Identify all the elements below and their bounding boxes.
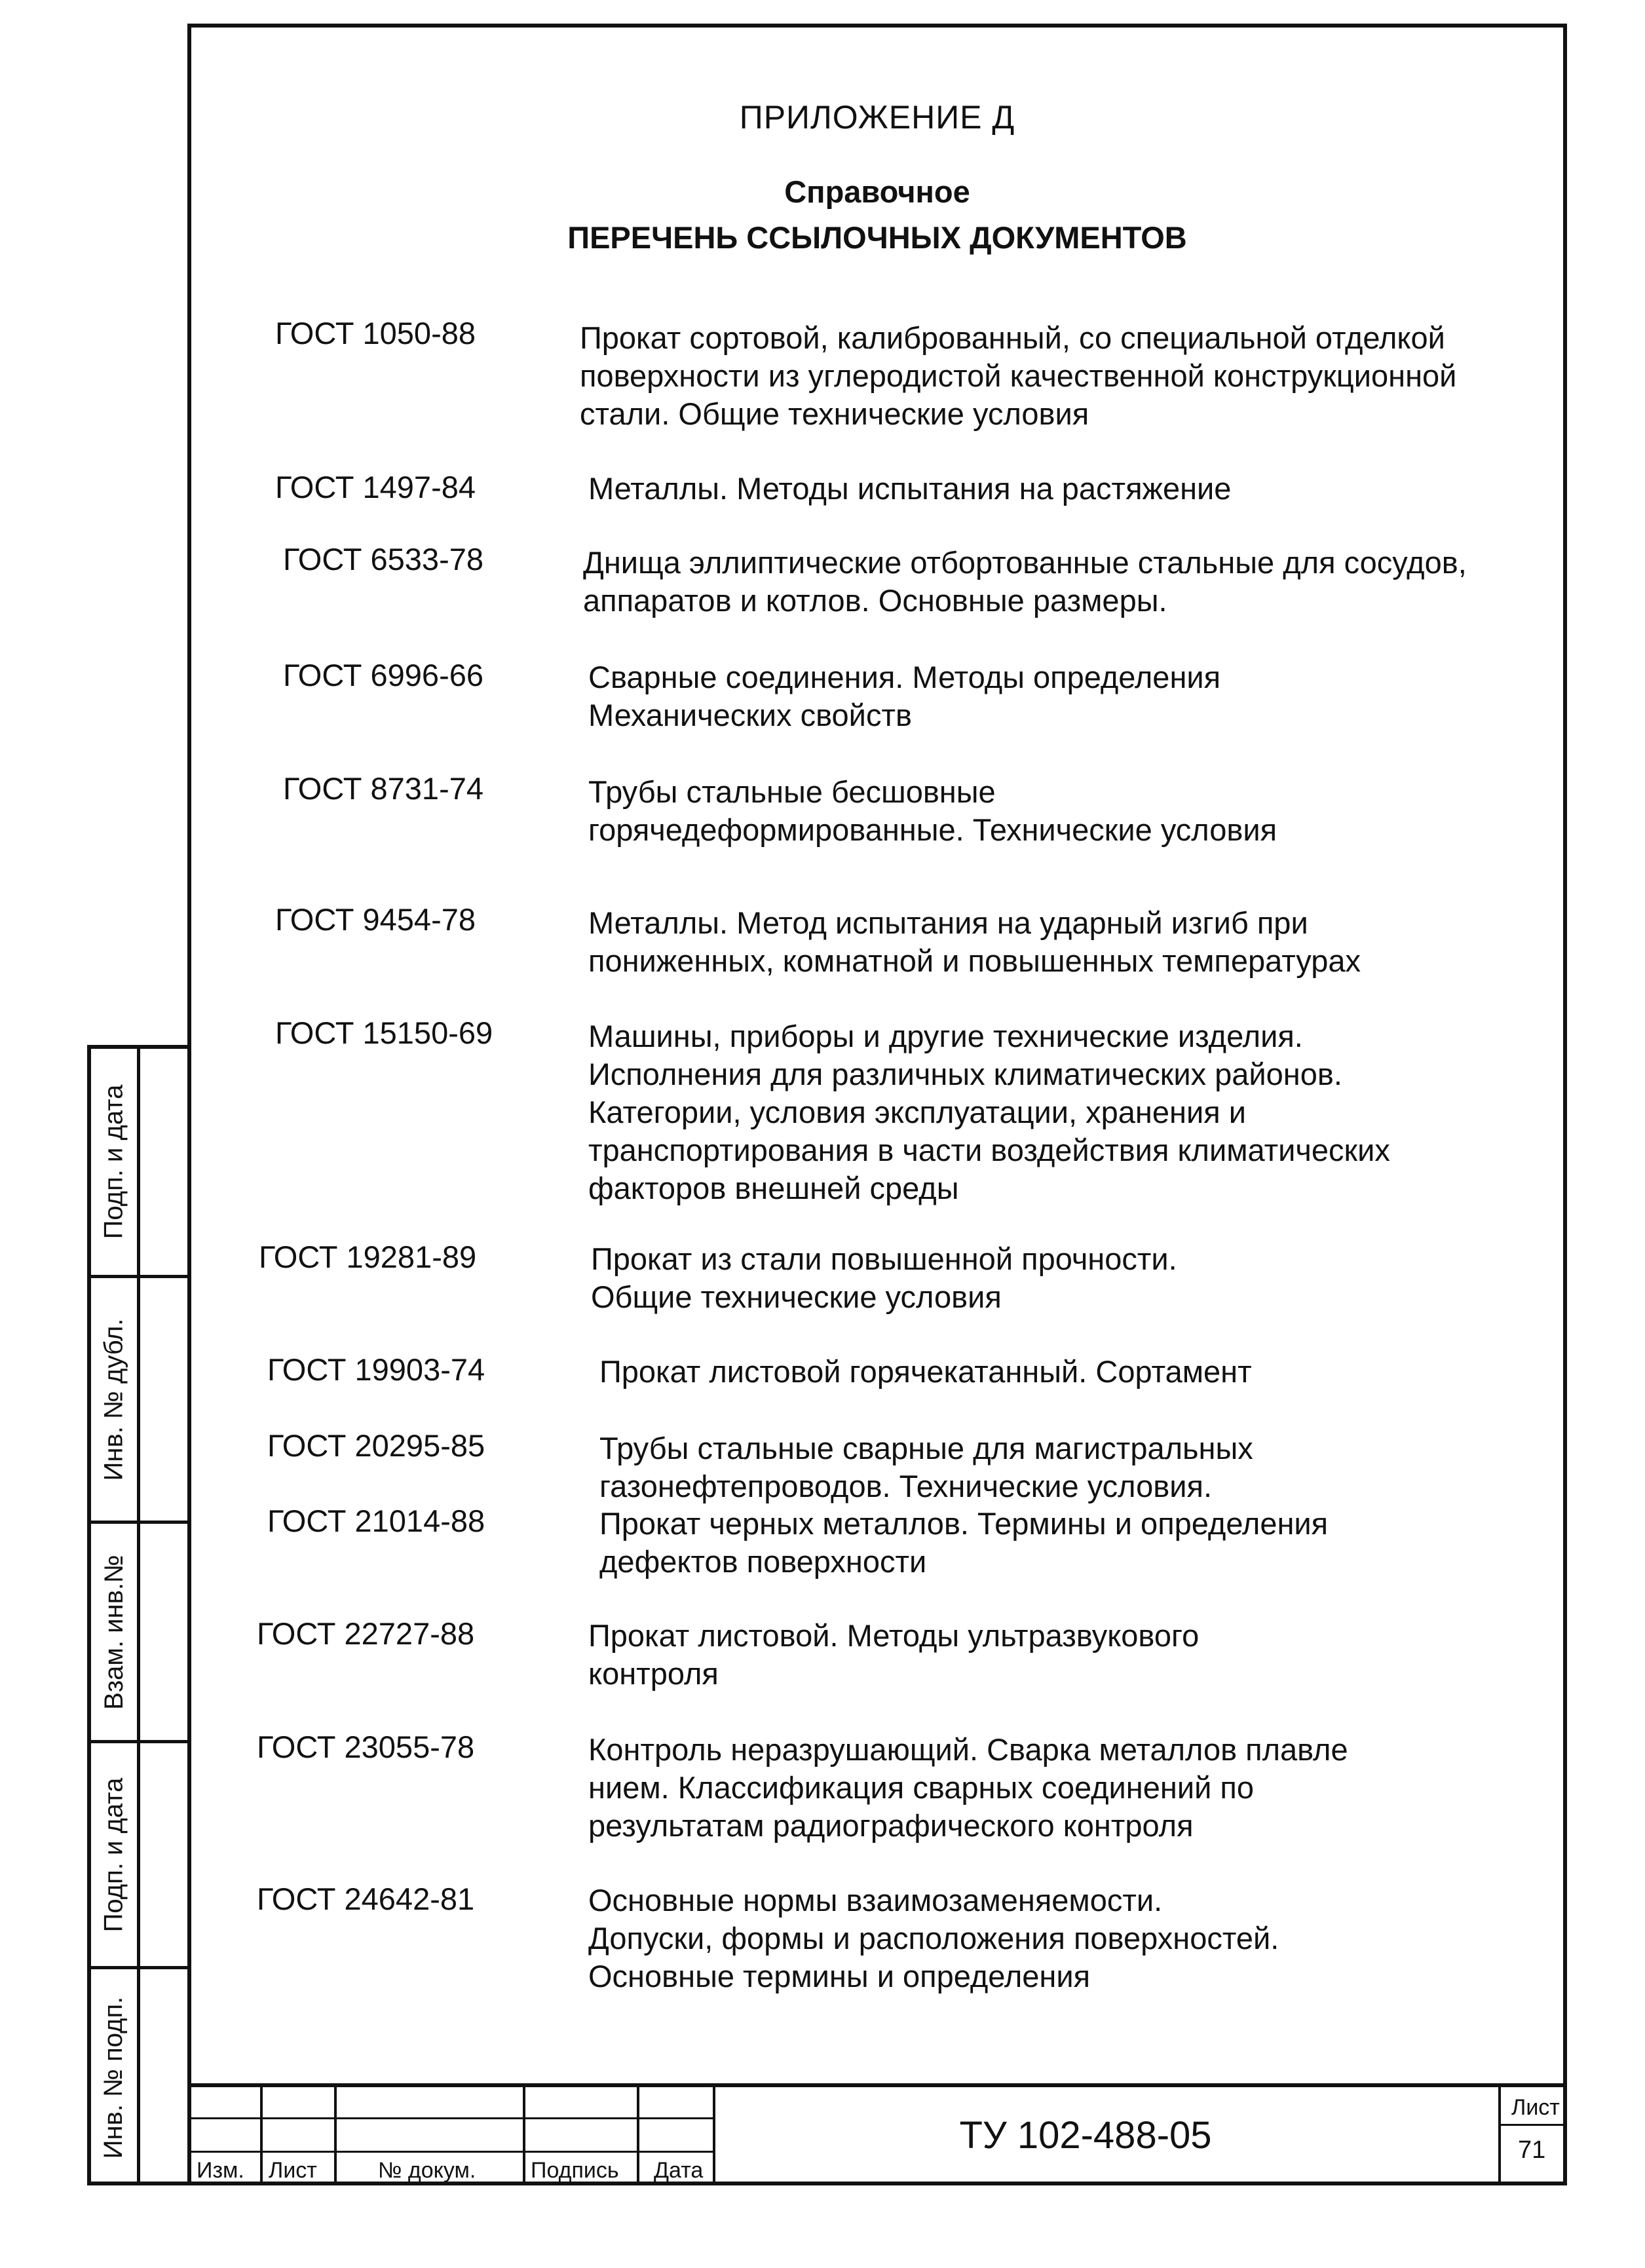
- side-stamp: [87, 1045, 191, 2185]
- gost-code: ГОСТ 1050-88: [275, 316, 476, 350]
- gost-code: ГОСТ 24642-81: [257, 1881, 475, 1916]
- gost-code: ГОСТ 8731-74: [283, 771, 484, 806]
- gost-description: Прокат сортовой, калиброванный, со специальной отделкой поверхности из углеродистой качественной конструкционной стали. Общие технические условия: [580, 320, 1457, 431]
- gost-description: Прокат листовой. Методы ультразвукового контроля: [588, 1618, 1200, 1691]
- gost-description: Металлы. Метод испытания на ударный изгиб при пониженных, комнатной и повышенных температурах: [588, 905, 1361, 978]
- appendix-type: Справочное: [784, 174, 970, 209]
- stamp-label-signature: Подпись: [531, 2158, 619, 2183]
- gost-code: ГОСТ 9454-78: [275, 902, 476, 937]
- stamp-row-line: [1498, 2124, 1563, 2126]
- stamp-divider: [334, 2087, 337, 2185]
- gost-code: ГОСТ 1497-84: [275, 470, 476, 504]
- side-label-sign-date-2: Подп. и дата: [99, 1777, 128, 1932]
- sheet-number: 71: [1518, 2136, 1546, 2164]
- stamp-divider: [637, 2087, 639, 2185]
- gost-code: ГОСТ 6996-66: [283, 658, 484, 692]
- appendix-heading: ПРИЛОЖЕНИЕ Д: [739, 99, 1015, 136]
- stamp-label-change: Изм.: [197, 2158, 244, 2183]
- side-label-replace-inv: Взам. инв.№: [99, 1554, 128, 1710]
- side-stamp-divider: [137, 1049, 140, 2182]
- gost-description: Прокат листовой горячекатанный. Сортамент: [599, 1354, 1252, 1389]
- gost-code: ГОСТ 19281-89: [259, 1239, 477, 1274]
- gost-description: Трубы стальные сварные для магистральных газонефтепроводов. Технические условия.: [599, 1431, 1253, 1503]
- gost-code: ГОСТ 6533-78: [283, 542, 484, 576]
- page-title: ПЕРЕЧЕНЬ ССЫЛОЧНЫХ ДОКУМЕНТОВ: [567, 220, 1187, 255]
- gost-code: ГОСТ 15150-69: [275, 1015, 493, 1050]
- gost-description: Металлы. Методы испытания на растяжение: [588, 471, 1232, 506]
- gost-code: ГОСТ 20295-85: [267, 1428, 485, 1463]
- stamp-label-sheet: Лист: [269, 2158, 317, 2183]
- stamp-divider: [523, 2087, 525, 2185]
- gost-description: Прокат из стали повышенной прочности. Общие технические условия: [591, 1241, 1177, 1314]
- gost-description: Сварные соединения. Методы определения Механических свойств: [588, 660, 1221, 732]
- side-label-orig-inv: Инв. № подп.: [99, 1996, 128, 2159]
- gost-description: Трубы стальные бесшовные горячедеформированные. Технические условия: [588, 774, 1277, 847]
- side-label-dup-inv: Инв. № дубл.: [99, 1318, 128, 1481]
- title-block: [191, 2083, 1563, 2185]
- stamp-row-line: [191, 2117, 715, 2119]
- stamp-label-date: Дата: [654, 2158, 704, 2183]
- sheet-label: Лист: [1511, 2095, 1560, 2120]
- stamp-row-line: [191, 2151, 715, 2153]
- gost-description: Машины, приборы и другие технические изделия. Исполнения для различных климатических районов. Категории, условия эксплуатации, хранения и транспортирования в части воздействия климатических факторов внешней среды: [588, 1019, 1390, 1205]
- gost-code: ГОСТ 23055-78: [257, 1729, 475, 1764]
- gost-code: ГОСТ 22727-88: [257, 1616, 475, 1651]
- stamp-divider: [1498, 2087, 1501, 2185]
- stamp-divider: [260, 2087, 263, 2185]
- gost-description: Прокат черных металлов. Термины и определения дефектов поверхности: [599, 1506, 1329, 1579]
- side-label-sign-date-1: Подп. и дата: [99, 1084, 128, 1239]
- gost-description: Контроль неразрушающий. Сварка металлов плавле нием. Классификация сварных соединений по результатам радиографического контроля: [588, 1732, 1348, 1843]
- document-number: ТУ 102-488-05: [959, 2114, 1212, 2157]
- stamp-label-doc-number: № докум.: [378, 2158, 476, 2183]
- gost-code: ГОСТ 21014-88: [267, 1503, 485, 1538]
- gost-description: Днища эллиптические отбортованные стальные для сосудов, аппаратов и котлов. Основные размеры.: [583, 545, 1467, 618]
- gost-description: Основные нормы взаимозаменяемости. Допуски, формы и расположения поверхностей. Основные термины и определения: [588, 1883, 1279, 1994]
- gost-code: ГОСТ 19903-74: [267, 1352, 485, 1387]
